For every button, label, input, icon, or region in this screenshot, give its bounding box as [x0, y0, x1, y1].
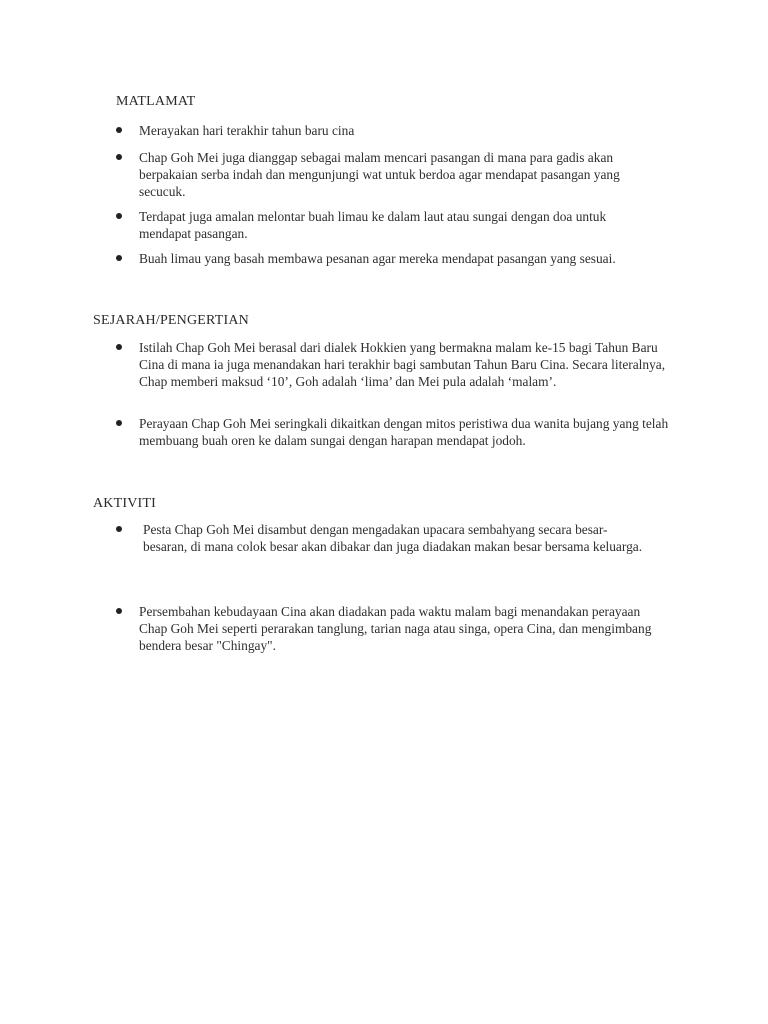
bullet-icon: [116, 608, 122, 614]
bullet-icon: [116, 127, 122, 133]
section-heading-sejarah: SEJARAH/PENGERTIAN: [93, 313, 249, 328]
bullet-icon: [116, 420, 122, 426]
list-item-text: Persembahan kebudayaan Cina akan diadakan pada waktu malam bagi menandakan perayaan Chap Goh Mei seperti perarakan tanglung, tarian naga atau singa, opera Cina, dan mengimbang bendera besar "Chingay".: [139, 604, 652, 653]
bullet-icon: [116, 213, 122, 219]
bullet-icon: [116, 526, 122, 532]
bullet-icon: [116, 344, 122, 350]
list-item-text: Merayakan hari terakhir tahun baru cina: [139, 123, 355, 138]
list-item-text: Chap Goh Mei juga dianggap sebagai malam mencari pasangan di mana para gadis akan berpakaian serba indah dan mengunjungi wat untuk berdoa agar mendapat pasangan yang secucuk.: [139, 150, 620, 199]
bullet-icon: [116, 255, 122, 261]
section-heading-aktiviti: AKTIVITI: [93, 496, 157, 511]
section-heading-matlamat: MATLAMAT: [116, 94, 196, 109]
list-item-text: Buah limau yang basah membawa pesanan agar mereka mendapat pasangan yang sesuai.: [139, 251, 616, 266]
list-item-text: Istilah Chap Goh Mei berasal dari dialek Hokkien yang bermakna malam ke-15 bagi Tahun Baru Cina di mana ia juga menandakan hari terakhir bagi sambutan Tahun Baru Cina. Secara literalnya, Chap memberi maksud ‘10’, Goh adalah ‘lima’ dan Mei pula adalah ‘malam’.: [139, 340, 666, 389]
list-item-text: Pesta Chap Goh Mei disambut dengan mengadakan upacara sembahyang secara besar-besaran, di mana colok besar akan dibakar dan juga diadakan makan besar bersama keluarga.: [143, 522, 643, 554]
list-item-text: Perayaan Chap Goh Mei seringkali dikaitkan dengan mitos peristiwa dua wanita bujang yang telah membuang buah oren ke dalam sungai dengan harapan mendapat jodoh.: [139, 416, 669, 448]
bullet-icon: [116, 154, 122, 160]
list-item-text: Terdapat juga amalan melontar buah limau ke dalam laut atau sungai dengan doa untuk mendapat pasangan.: [139, 209, 607, 241]
